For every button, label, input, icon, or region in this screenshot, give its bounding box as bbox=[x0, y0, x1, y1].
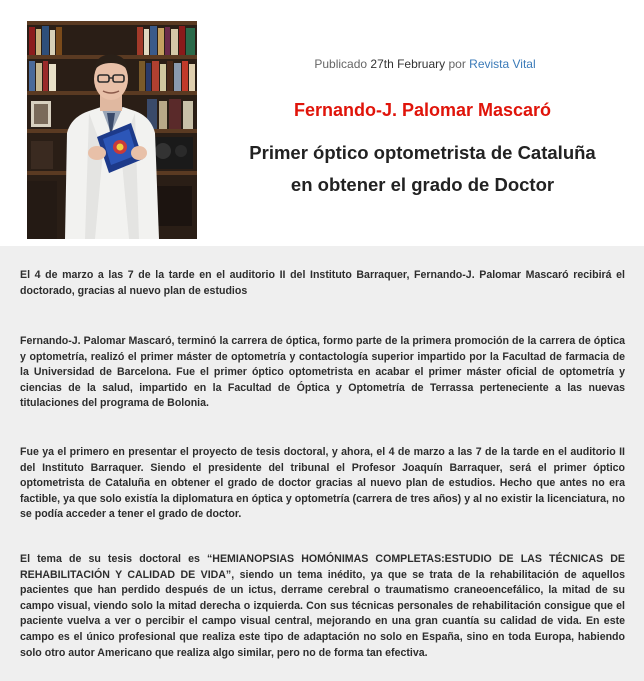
publish-date: 27th February bbox=[370, 57, 446, 71]
body-paragraph-2: Fernando-J. Palomar Mascaró, terminó la carrera de óptica, formo parte de la primera promoción de la carrera de óptica y optometría, realizó el primer máster de optometría y contactología superior impartido por la Facultad de farmacia de la Universidad de Barcelona. Fue el primer óptico optometrista en acabar el primer máster oficial de optometría y ciencias de la salud, impartido en la Facultad de Óptica y Optometría de Terrassa perteneciente a las nuevas titulaciones del programa de Bolonia. bbox=[20, 335, 625, 410]
portrait-photo bbox=[27, 21, 197, 239]
magazine-link[interactable]: Revista Vital bbox=[469, 57, 536, 71]
publication-meta bbox=[250, 57, 600, 71]
subtitle-line-2: en obtener el grado de Doctor bbox=[290, 174, 555, 195]
body-paragraph-1: El 4 de marzo a las 7 de la tarde en el auditorio II del Instituto Barraquer, Fernando-J. Palomar Mascaró recibirá el doctorado, gracias al nuevo plan de estudios bbox=[20, 269, 625, 297]
published-label: Publicado bbox=[314, 57, 368, 71]
body-paragraph-4: El tema de su tesis doctoral es “HEMIANOPSIAS HOMÓNIMAS COMPLETAS:ESTUDIO DE LAS TÉCNICAS DE REHABILITACIÓN Y CALIDAD DE VIDA”, siendo un tema inédito, ya que se trata de la rehabilitación de aquellos pacientes que han perdido después de un ictus, derrame cerebral o traumatismo craneoencefálico, la mitad de su campo visual, viendo solo la mitad derecha o izquierda. Con sus técnicas personales de rehabilitación consigue que el paciente vuelva a ver o percibir el campo visual central, mejorando en una gran cuantía su calidad de vida. En este campo es el único profesional que realiza este tipo de adaptación no solo en España, sino en toda Europa, habiendo solo otro autor Americano que realiza algo similar, pero no de forma tan efectiva. bbox=[20, 553, 625, 659]
subtitle-line-1: Primer óptico optometrista de Cataluña bbox=[249, 142, 596, 163]
article-header bbox=[0, 0, 644, 246]
article-name-heading: Fernando-J. Palomar Mascaró bbox=[293, 100, 552, 120]
article-subtitle bbox=[220, 137, 625, 201]
body-paragraph-3: Fue ya el primero en presentar el proyecto de tesis doctoral, y ahora, el 4 de marzo a las 7 de la tarde en el auditorio II del Instituto Barraquer. Siendo el presidente del tribunal el Profesor Joaquín Barraquer, será el primer óptico optometrista de Cataluña en obtener el grado de doctor gracias al nuevo plan de estudios. Hecho que antes no era factible, ya que solo existía la diplomatura en óptica y optometría (carrera de tres años) y al no existir la licenciatura, no se podía acceder a tener el grado de doctor. bbox=[20, 446, 625, 521]
by-label: por bbox=[448, 57, 466, 71]
